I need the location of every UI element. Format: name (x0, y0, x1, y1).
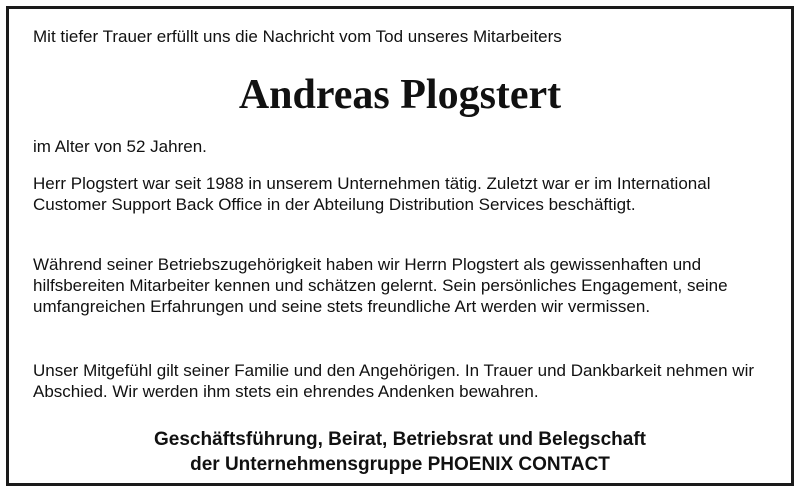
intro-text: Mit tiefer Trauer erfüllt uns die Nachricht vom Tod unseres Mitarbeiters (33, 27, 562, 46)
age-text: im Alter von 52 Jahren. (33, 137, 207, 156)
tribute-paragraph: Während seiner Betriebszugehörigkeit haben wir Herrn Plogstert als gewissenhaften und hilfsbereiten Mitarbeiter kennen und schätzen gelernt. Sein persönliches Engagement, seine umfangreichen Erfahrungen und seine stets freundliche Art werden wir vermissen. (33, 255, 728, 316)
condolence-paragraph: Unser Mitgefühl gilt seiner Familie und den Angehörigen. In Trauer und Dankbarkeit nehmen wir Abschied. Wir werden ihm stets ein ehrendes Andenken bewahren. (33, 361, 755, 401)
career-paragraph: Herr Plogstert war seit 1988 in unserem Unternehmen tätig. Zuletzt war er im International Customer Support Back Office in der Abteilung Distribution Services beschäftigt. (33, 174, 711, 214)
signature-line-2: der Unternehmensgruppe PHOENIX CONTACT (190, 454, 610, 475)
deceased-name: Andreas Plogstert (238, 72, 562, 118)
obituary-notice (6, 6, 794, 486)
signature-line-1: Geschäftsführung, Beirat, Betriebsrat und Belegschaft (154, 429, 646, 450)
